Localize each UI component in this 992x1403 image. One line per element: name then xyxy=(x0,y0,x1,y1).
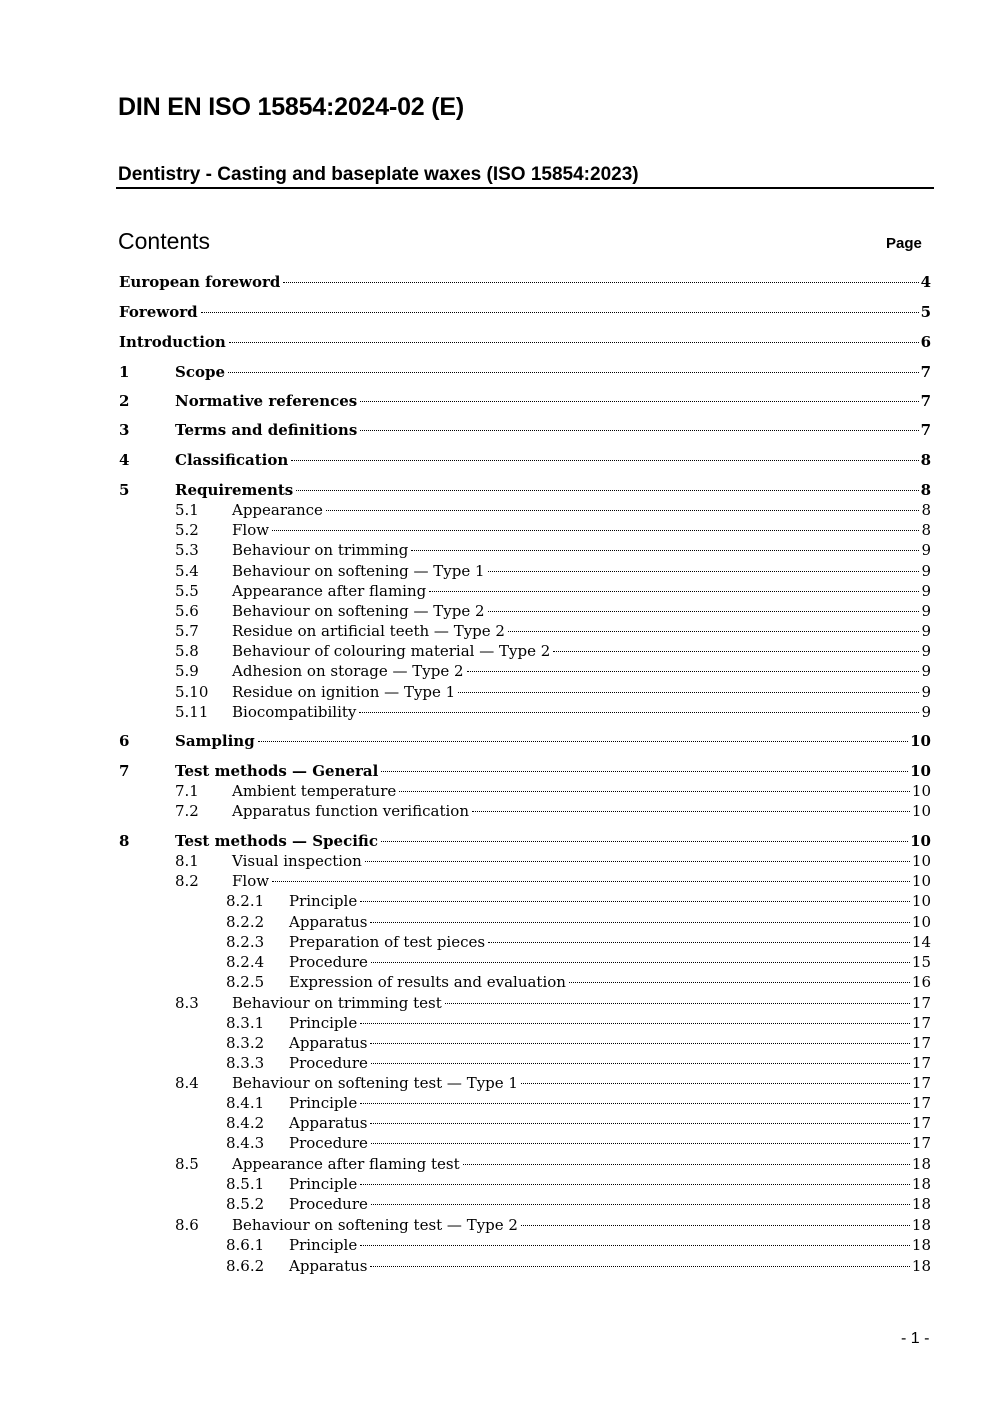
toc-entry-number: 8.2.1 xyxy=(226,892,265,910)
toc-entry-title: Residue on ignition — Type 1 xyxy=(232,683,456,701)
toc-entry-title: Preparation of test pieces xyxy=(289,933,486,951)
toc-entry-page: 17 xyxy=(911,1034,931,1052)
toc-dot-leader xyxy=(360,1245,910,1246)
toc-dot-leader xyxy=(488,611,920,612)
toc-entry-number: 5.8 xyxy=(175,642,199,660)
toc-entry[interactable] xyxy=(119,1113,931,1133)
toc-entry[interactable] xyxy=(119,761,931,781)
toc-entry-page: 9 xyxy=(921,602,931,620)
toc-entry-page: 16 xyxy=(911,973,931,991)
toc-entry[interactable] xyxy=(119,731,931,751)
toc-entry-number: 5.9 xyxy=(175,662,199,680)
toc-entry-page: 18 xyxy=(911,1195,931,1213)
toc-dot-leader xyxy=(371,1204,910,1205)
toc-entry[interactable] xyxy=(119,500,931,520)
toc-entry-page: 8 xyxy=(921,521,931,539)
toc-entry-title: Procedure xyxy=(289,1054,368,1072)
footer-page-number: - 1 - xyxy=(901,1330,930,1347)
toc-entry-number: 8.5.2 xyxy=(226,1195,265,1213)
toc-entry-page: 10 xyxy=(911,852,931,870)
toc-entry-number: 8.4.2 xyxy=(226,1114,265,1132)
toc-entry-title: Appearance after flaming xyxy=(232,582,427,600)
toc-entry-title: Terms and definitions xyxy=(175,421,358,439)
toc-entry-number: 8.4 xyxy=(175,1074,199,1092)
toc-entry-number: 8.3.3 xyxy=(226,1054,265,1072)
toc-dot-leader xyxy=(360,401,918,402)
toc-entry-number: 8.2.4 xyxy=(226,953,265,971)
toc-entry-page: 9 xyxy=(921,642,931,660)
document-subtitle: Dentistry - Casting and baseplate waxes (ISO 15854:2023) xyxy=(118,164,639,185)
toc-entry[interactable] xyxy=(119,601,931,621)
toc-entry-title: Adhesion on storage — Type 2 xyxy=(232,662,464,680)
toc-entry-page: 10 xyxy=(911,802,931,820)
toc-entry-page: 5 xyxy=(920,303,931,321)
toc-entry-title: Requirements xyxy=(175,481,294,499)
toc-entry-page: 18 xyxy=(911,1155,931,1173)
toc-entry-page: 17 xyxy=(911,1074,931,1092)
toc-entry[interactable] xyxy=(119,702,931,722)
toc-dot-leader xyxy=(360,430,918,431)
toc-entry-page: 7 xyxy=(920,392,931,410)
toc-entry-number: 5.11 xyxy=(175,703,209,721)
toc-entry-title: Procedure xyxy=(289,1195,368,1213)
page-column-label: Page xyxy=(886,235,922,252)
toc-entry-title: Flow xyxy=(232,872,270,890)
toc-entry[interactable] xyxy=(119,952,931,972)
toc-entry-title: Principle xyxy=(289,1094,358,1112)
toc-dot-leader xyxy=(371,1143,910,1144)
toc-entry-number: 5.3 xyxy=(175,541,199,559)
toc-entry-number: 5.7 xyxy=(175,622,199,640)
toc-entry[interactable] xyxy=(119,621,931,641)
toc-entry-number: 5.6 xyxy=(175,602,199,620)
toc-entry[interactable] xyxy=(119,581,931,601)
toc-dot-leader xyxy=(360,1184,910,1185)
toc-entry-title: Scope xyxy=(175,363,226,381)
toc-dot-leader xyxy=(365,861,910,862)
toc-entry-title: Apparatus xyxy=(289,1114,368,1132)
toc-entry-number: 8.2.5 xyxy=(226,973,265,991)
toc-dot-leader xyxy=(360,1103,910,1104)
toc-entry-page: 9 xyxy=(921,541,931,559)
toc-dot-leader xyxy=(381,841,908,842)
toc-entry[interactable] xyxy=(119,1013,931,1033)
toc-dot-leader xyxy=(359,712,919,713)
toc-dot-leader xyxy=(472,811,910,812)
toc-dot-leader xyxy=(326,510,920,511)
toc-dot-leader xyxy=(296,490,918,491)
toc-dot-leader xyxy=(521,1083,910,1084)
toc-entry[interactable] xyxy=(119,450,931,470)
toc-entry-number: 5 xyxy=(119,481,130,499)
toc-entry-page: 15 xyxy=(911,953,931,971)
toc-entry-number: 7 xyxy=(119,762,130,780)
toc-entry-page: 8 xyxy=(920,451,931,469)
toc-entry[interactable] xyxy=(119,781,931,801)
toc-entry-number: 8.1 xyxy=(175,852,199,870)
toc-entry[interactable] xyxy=(119,871,931,891)
toc-entry-number: 8.5.1 xyxy=(226,1175,265,1193)
toc-entry-title: Foreword xyxy=(119,303,198,321)
toc-entry-title: Apparatus xyxy=(289,1257,368,1275)
toc-entry-title: Behaviour on softening — Type 2 xyxy=(232,602,485,620)
toc-entry-title: Principle xyxy=(289,1236,358,1254)
toc-entry-page: 17 xyxy=(911,1134,931,1152)
toc-entry[interactable] xyxy=(119,932,931,952)
toc-entry-number: 8.2.3 xyxy=(226,933,265,951)
toc-entry[interactable] xyxy=(119,272,931,292)
toc-dot-leader xyxy=(201,312,919,313)
toc-dot-leader xyxy=(370,1266,909,1267)
toc-dot-leader xyxy=(429,591,919,592)
toc-entry-page: 9 xyxy=(921,582,931,600)
toc-dot-leader xyxy=(411,550,919,551)
toc-dot-leader xyxy=(445,1003,910,1004)
toc-entry-page: 17 xyxy=(911,1094,931,1112)
toc-dot-leader xyxy=(228,372,919,373)
toc-entry-number: 8 xyxy=(119,832,130,850)
toc-entry-number: 5.5 xyxy=(175,582,199,600)
header-rule xyxy=(116,187,934,189)
toc-entry[interactable] xyxy=(119,561,931,581)
toc-entry-page: 4 xyxy=(920,273,931,291)
toc-entry-title: Principle xyxy=(289,892,358,910)
toc-entry-page: 9 xyxy=(921,683,931,701)
toc-entry-title: Principle xyxy=(289,1014,358,1032)
toc-entry-page: 9 xyxy=(921,703,931,721)
toc-dot-leader xyxy=(370,922,909,923)
toc-entry-page: 18 xyxy=(911,1175,931,1193)
toc-entry-page: 17 xyxy=(911,1114,931,1132)
toc-entry[interactable] xyxy=(119,912,931,932)
toc-entry-page: 7 xyxy=(920,421,931,439)
toc-dot-leader xyxy=(283,282,918,283)
toc-dot-leader xyxy=(381,771,908,772)
toc-entry[interactable] xyxy=(119,993,931,1013)
toc-entry-title: Appearance after flaming test xyxy=(232,1155,460,1173)
toc-entry[interactable] xyxy=(119,1093,931,1113)
toc-entry-number: 5.1 xyxy=(175,501,199,519)
toc-entry[interactable] xyxy=(119,302,931,322)
toc-entry[interactable] xyxy=(119,661,931,681)
toc-entry-number: 5.10 xyxy=(175,683,209,701)
toc-entry-number: 5.2 xyxy=(175,521,199,539)
toc-entry-number: 8.3.2 xyxy=(226,1034,265,1052)
toc-dot-leader xyxy=(463,1164,910,1165)
toc-entry-title: Behaviour on trimming xyxy=(232,541,409,559)
toc-dot-leader xyxy=(371,962,910,963)
toc-entry-title: Ambient temperature xyxy=(232,782,397,800)
toc-dot-leader xyxy=(272,530,919,531)
toc-entry-number: 7.1 xyxy=(175,782,199,800)
toc-entry-title: Visual inspection xyxy=(232,852,362,870)
toc-entry-page: 9 xyxy=(921,622,931,640)
toc-entry-title: Introduction xyxy=(119,333,226,351)
toc-entry-page: 17 xyxy=(911,994,931,1012)
toc-entry-number: 8.4.1 xyxy=(226,1094,265,1112)
toc-dot-leader xyxy=(291,460,918,461)
toc-entry[interactable] xyxy=(119,1215,931,1235)
toc-entry[interactable] xyxy=(119,891,931,911)
toc-entry[interactable] xyxy=(119,851,931,871)
toc-dot-leader xyxy=(360,901,910,902)
toc-entry-page: 9 xyxy=(921,562,931,580)
toc-entry[interactable] xyxy=(119,540,931,560)
toc-entry[interactable] xyxy=(119,972,931,992)
toc-entry-number: 8.4.3 xyxy=(226,1134,265,1152)
toc-dot-leader xyxy=(399,791,910,792)
toc-entry-page: 18 xyxy=(911,1236,931,1254)
toc-entry[interactable] xyxy=(119,831,931,851)
toc-dot-leader xyxy=(370,1123,909,1124)
toc-entry-title: European foreword xyxy=(119,273,281,291)
toc-dot-leader xyxy=(360,1023,910,1024)
toc-entry-page: 10 xyxy=(911,872,931,890)
toc-entry-number: 8.3.1 xyxy=(226,1014,265,1032)
toc-entry-title: Test methods — General xyxy=(175,762,379,780)
toc-dot-leader xyxy=(458,692,919,693)
toc-entry-title: Biocompatibility xyxy=(232,703,357,721)
toc-entry-page: 10 xyxy=(911,913,931,931)
toc-entry-title: Apparatus function verification xyxy=(232,802,469,820)
document-id: DIN EN ISO 15854:2024-02 (E) xyxy=(118,93,464,121)
toc-dot-leader xyxy=(521,1225,910,1226)
toc-dot-leader xyxy=(569,982,910,983)
toc-dot-leader xyxy=(508,631,919,632)
toc-entry-title: Sampling xyxy=(175,732,255,750)
toc-entry-page: 10 xyxy=(911,782,931,800)
toc-entry[interactable] xyxy=(119,1033,931,1053)
toc-entry-title: Apparatus xyxy=(289,913,368,931)
toc-entry-number: 2 xyxy=(119,392,130,410)
toc-entry[interactable] xyxy=(119,1133,931,1153)
toc-entry-title: Procedure xyxy=(289,953,368,971)
toc-dot-leader xyxy=(272,881,910,882)
toc-entry-page: 10 xyxy=(910,762,931,780)
toc-entry-page: 17 xyxy=(911,1054,931,1072)
toc-entry[interactable] xyxy=(119,801,931,821)
toc-entry-page: 10 xyxy=(911,892,931,910)
toc-entry-page: 18 xyxy=(911,1216,931,1234)
toc-entry-title: Behaviour on softening test — Type 2 xyxy=(232,1216,518,1234)
toc-entry-number: 6 xyxy=(119,732,130,750)
toc-entry-title: Test methods — Specific xyxy=(175,832,378,850)
toc-dot-leader xyxy=(371,1063,910,1064)
toc-entry[interactable] xyxy=(119,1256,931,1276)
toc-entry-title: Normative references xyxy=(175,392,358,410)
toc-entry-number: 5.4 xyxy=(175,562,199,580)
toc-entry[interactable] xyxy=(119,641,931,661)
toc-entry-page: 7 xyxy=(920,363,931,381)
toc-entry[interactable] xyxy=(119,391,931,411)
toc-entry-number: 8.3 xyxy=(175,994,199,1012)
toc-entry-title: Principle xyxy=(289,1175,358,1193)
toc-entry[interactable] xyxy=(119,1053,931,1073)
toc-entry-page: 8 xyxy=(921,501,931,519)
toc-entry-title: Behaviour on trimming test xyxy=(232,994,442,1012)
toc-entry-title: Behaviour of colouring material — Type 2 xyxy=(232,642,551,660)
toc-entry[interactable] xyxy=(119,520,931,540)
toc-entry[interactable] xyxy=(119,1073,931,1093)
toc-entry-page: 18 xyxy=(911,1257,931,1275)
toc-entry-title: Procedure xyxy=(289,1134,368,1152)
toc-entry-number: 8.6 xyxy=(175,1216,199,1234)
toc-entry-number: 8.2 xyxy=(175,872,199,890)
toc-entry[interactable] xyxy=(119,332,931,352)
toc-entry-title: Flow xyxy=(232,521,270,539)
toc-dot-leader xyxy=(229,342,919,343)
toc-entry-page: 8 xyxy=(920,481,931,499)
toc-entry-title: Apparatus xyxy=(289,1034,368,1052)
toc-entry-title: Appearance xyxy=(232,501,323,519)
toc-entry[interactable] xyxy=(119,1174,931,1194)
toc-entry-page: 17 xyxy=(911,1014,931,1032)
toc-entry-page: 6 xyxy=(920,333,931,351)
toc-entry[interactable] xyxy=(119,420,931,440)
toc-entry-page: 14 xyxy=(911,933,931,951)
toc-entry-title: Classification xyxy=(175,451,289,469)
toc-entry[interactable] xyxy=(119,1235,931,1255)
toc-entry-number: 7.2 xyxy=(175,802,199,820)
toc-entry-page: 9 xyxy=(921,662,931,680)
toc-entry-page: 10 xyxy=(910,832,931,850)
toc-dot-leader xyxy=(488,571,920,572)
toc-entry[interactable] xyxy=(119,1154,931,1174)
toc-entry[interactable] xyxy=(119,682,931,702)
toc-dot-leader xyxy=(258,741,908,742)
toc-dot-leader xyxy=(553,651,919,652)
contents-title: Contents xyxy=(118,228,211,254)
toc-entry-number: 8.5 xyxy=(175,1155,199,1173)
toc-entry-number: 8.6.2 xyxy=(226,1257,265,1275)
toc-dot-leader xyxy=(370,1043,909,1044)
toc-entry-page: 10 xyxy=(910,732,931,750)
toc-entry-title: Residue on artificial teeth — Type 2 xyxy=(232,622,505,640)
toc-entry-number: 8.2.2 xyxy=(226,913,265,931)
toc-dot-leader xyxy=(467,671,920,672)
toc-entry-number: 8.6.1 xyxy=(226,1236,265,1254)
toc-entry[interactable] xyxy=(119,480,931,500)
toc-entry-number: 3 xyxy=(119,421,130,439)
toc-entry-title: Expression of results and evaluation xyxy=(289,973,566,991)
toc-entry-title: Behaviour on softening — Type 1 xyxy=(232,562,485,580)
toc-entry[interactable] xyxy=(119,362,931,382)
toc-entry[interactable] xyxy=(119,1194,931,1214)
toc-entry-number: 1 xyxy=(119,363,130,381)
toc-dot-leader xyxy=(488,942,910,943)
toc-entry-number: 4 xyxy=(119,451,130,469)
toc-entry-title: Behaviour on softening test — Type 1 xyxy=(232,1074,518,1092)
